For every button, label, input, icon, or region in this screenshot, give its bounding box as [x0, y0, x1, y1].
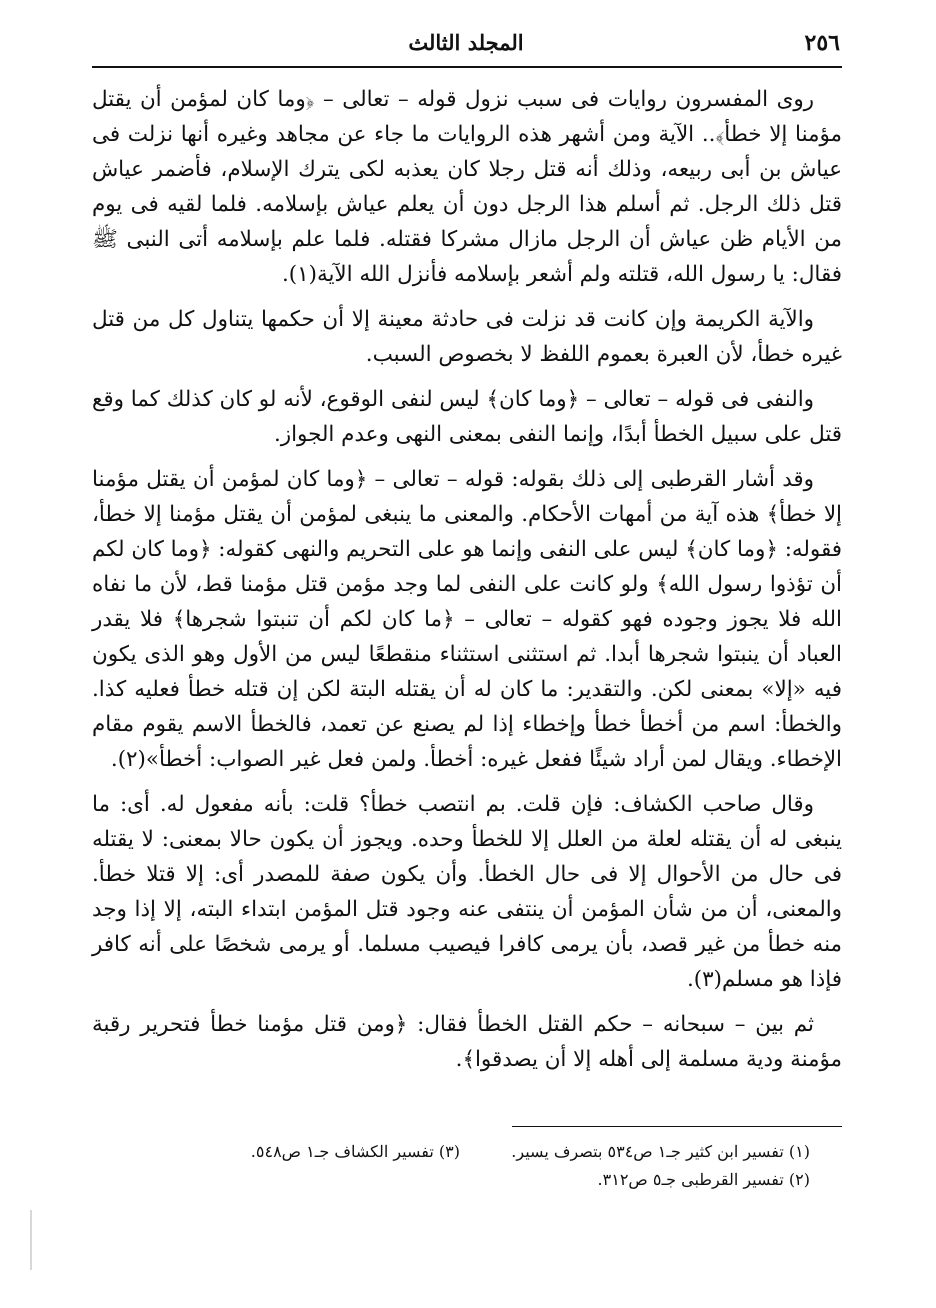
paragraph: والنفى فى قوله – تعالى – ﴿وما كان﴾ ليس لنفى الوقوع، لأنه لو كان كذلك كما وقع قتل على سبيل الخطأ أبدًا، وإنما النفى بمعنى النهى وعدم الجواز.	[92, 387, 842, 447]
paragraph: والآية الكريمة وإن كانت قد نزلت فى حادثة معينة إلا أن حكمها يتناول كل من قتل غيره خطأ، لأن العبرة بعموم اللفظ لا بخصوص السبب.	[92, 307, 842, 367]
footnote-divider	[512, 1126, 842, 1127]
page-header	[92, 26, 840, 62]
paragraph: وقال صاحب الكشاف: فإن قلت. بم انتصب خطأ؟ قلت: بأنه مفعول له. أى: ما ينبغى له أن يقتله لعلة من العلل إلا للخطأ وحده. ويجوز أن يكون حالا بمعنى: لا يقتله فى حال من الأحوال إلا فى حال الخطأ. وأن يكون صفة للمصدر أى: إلا قتلا خطأ. والمعنى، أن من شأن المؤمن أن ينتفى عنه وجود قتل المؤمن ابتداء البته، إلا إذا وجد منه خطأ من غير قصد، بأن يرمى كافرا فيصيب مسلما. أو يرمى شخصًا على أنه كافر فإذا هو مسلم(٣).	[92, 792, 842, 992]
footnote-1: (١) تفسير ابن كثير جـ١ ص٥٣٤ بتصرف يسير.	[511, 1142, 810, 1161]
paragraph: وقد أشار القرطبى إلى ذلك بقوله: قوله – تعالى – ﴿وما كان لمؤمن أن يقتل مؤمنا إلا خطأ﴾ هذه آية من أمهات الأحكام. والمعنى ما ينبغى لمؤمن أن يقتل مؤمنا إلا خطأ، فقوله: ﴿وما كان﴾ ليس على النفى وإنما هو على التحريم والنهى كقوله: ﴿وما كان لكم أن تؤذوا رسول الله﴾ ولو كانت على النفى لما وجد مؤمن قتل مؤمنا قط، لأن ما نفاه الله فلا يجوز وجوده فهو كقوله – تعالى – ﴿ما كان لكم أن تنبتوا شجرها﴾ فلا يقدر العباد أن ينبتوا شجرها أبدا. ثم استثنى استثناء منقطعًا ليس من الأول وهو الذى يكون فيه «إلا» بمعنى لكن. والتقدير: ما كان له أن يقتله البتة لكن إن قتله خطأ فعليه كذا. والخطأ: اسم من أخطأ خطأ وإخطاء إذا لم يصنع عن تعمد، فالخطأ الاسم يقوم مقام الإخطاء. ويقال لمن أراد شيئًا ففعل غيره: أخطأ. ولمن فعل غير الصواب: أخطأ»(٢).	[92, 467, 842, 772]
scan-edge-mark	[30, 1210, 32, 1270]
header-divider	[92, 66, 842, 68]
footnote-3: (٣) تفسير الكشاف جـ١ ص٥٤٨.	[250, 1142, 460, 1161]
footnotes	[130, 1138, 810, 1194]
footnote-2: (٢) تفسير القرطبى جـ٥ ص٣١٢.	[597, 1170, 810, 1189]
page-number: ٢٥٦	[804, 30, 840, 56]
paragraph: ثم بين – سبحانه – حكم القتل الخطأ فقال: ﴿ومن قتل مؤمنا خطأ فتحرير رقبة مؤمنة ودية مسلمة إلى أهله إلا أن يصدقوا﴾.	[92, 1012, 842, 1072]
paragraph: روى المفسرون روايات فى سبب نزول قوله – تعالى – ﴿وما كان لمؤمن أن يقتل مؤمنا إلا خطأ﴾.. الآية ومن أشهر هذه الروايات ما جاء عن مجاهد وغيره أنها نزلت فى عياش بن أبى ربيعه، وذلك أنه قتل رجلا كان يعذبه لكى يترك الإسلام، فأضمر عياش قتل ذلك الرجل. ثم أسلم هذا الرجل دون أن يعلم عياش بإسلامه. فلما لقيه فى يوم من الأيام ظن عياش أن الرجل مازال مشركا فقتله. فلما علم بإسلامه أتى النبى ﷺ فقال: يا رسول الله، قتلته ولم أشعر بإسلامه فأنزل الله الآية(١).	[92, 87, 842, 287]
running-title: المجلد الثالث	[408, 30, 524, 55]
body-text	[92, 82, 842, 1087]
